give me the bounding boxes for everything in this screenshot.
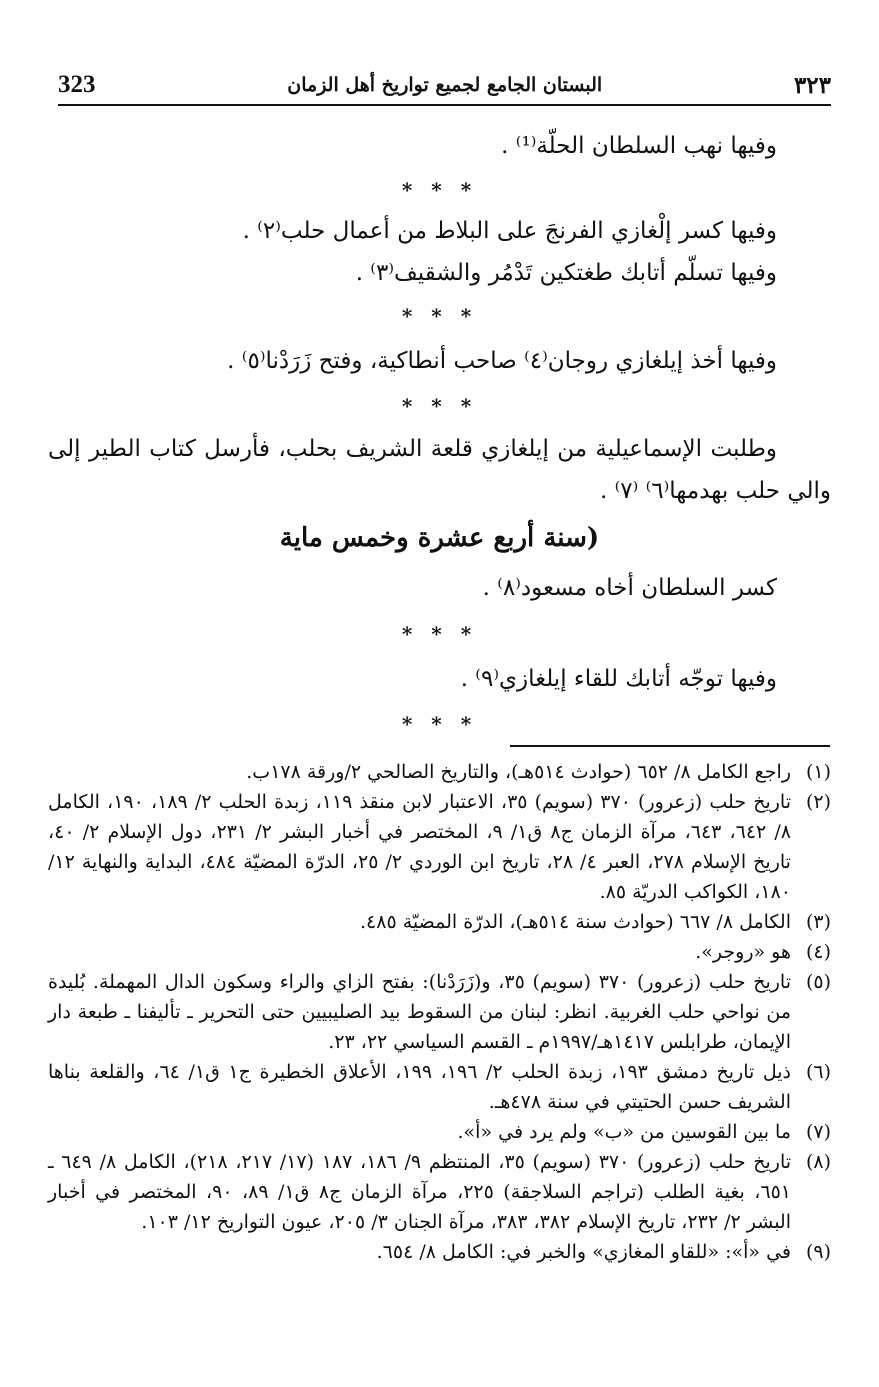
footnote-number: (٥) [805, 971, 831, 993]
footnote-number: (٩) [805, 1241, 831, 1263]
running-title: البستان الجامع لجميع تواريخ أهل الزمان [287, 74, 603, 96]
footnote-text: ما بين القوسين من «ب» ولم يرد في «أ». [457, 1121, 791, 1143]
page-number-arabic: ٣٢٣ [793, 71, 831, 99]
paragraph: وفيها توجّه أتابك للقاء إيلغازي⁽٩⁾ . [460, 666, 777, 692]
paragraph: كسر السلطان أخاه مسعود⁽٨⁾ . [482, 575, 777, 601]
year-heading: (سنة أربع عشرة وخمس ماية [279, 523, 600, 553]
paragraph: وفيها تسلّم أتابك طغتكين تَدْمُر والشقيف⁽٣⁾ . [355, 260, 777, 286]
section-separator: * * * [401, 622, 478, 646]
footnote [48, 1147, 831, 1237]
paragraph: وفيها كسر إلْغازي الفرنجَ على البلاط من أعمال حلب⁽٢⁾ . [242, 218, 777, 244]
footnote-text: ذيل تاريخ دمشق ١٩٣، زبدة الحلب ٢/ ١٩٦، ١٩٩، الأعلاق الخطيرة ج١ ق١/ ٦٤، والقلعة بناها الشريف حسن الحتيتي في سنة ٤٧٨هـ. [48, 1061, 792, 1113]
main-text [48, 122, 831, 746]
footnote-text: هو «روجر». [695, 941, 791, 963]
footnote-number: (٣) [805, 911, 831, 933]
footnote [48, 907, 831, 937]
footnote-text: تاريخ حلب (زعرور) ٣٧٠ (سويم) ٣٥، المنتظم ٩/ ١٨٦، ١٨٧ (١٧/ ٢١٧، ٢١٨)، الكامل ٨/ ٦٤٩ ـ ٦٥١، بغية الطلب (تراجم السلاجقة) ٢٢٥، مرآة الزمان ج٨ ق١/ ٨٩، ٩٠، المختصر في أخبار البشر ٢/ ٢٣٢، تاريخ الإسلام ٣٨٢، ٣٨٣، مرآة الجنان ٣/ ٢٠٥، عيون التواريخ ١٢/ ١٠٣. [48, 1151, 792, 1233]
footnote-number: (٦) [805, 1061, 831, 1083]
paragraph: وطلبت الإسماعيلية من إيلغازي قلعة الشريف بحلب، فأرسل كتاب الطير إلى والي حلب بهدمها⁽٦⁾ ⁽٧⁾ . [48, 436, 831, 504]
footnote-separator [510, 745, 830, 747]
page-number-latin: 323 [58, 71, 96, 98]
footnote-number: (٢) [805, 791, 831, 813]
section-separator: * * * [401, 712, 478, 736]
section-separator: * * * [401, 304, 478, 328]
page-header [58, 66, 831, 106]
footnote-text: راجع الكامل ٨/ ٦٥٢ (حوادث ٥١٤هـ)، والتاريخ الصالحي ٢/ورقة ١٧٨ب. [246, 761, 791, 783]
footnotes [48, 757, 831, 1267]
footnote-number: (٤) [805, 941, 831, 963]
footnote [48, 1237, 831, 1267]
footnote-text: الكامل ٨/ ٦٦٧ (حوادث سنة ٥١٤هـ)، الدرّة المضيّة ٤٨٥. [360, 911, 791, 933]
footnote-text: تاريخ حلب (زعرور) ٣٧٠ (سويم) ٣٥، و(زَرَدْنا): بفتح الزاي والراء وسكون الدال المهملة. بُليدة من نواحي حلب الغربية. انظر: لبنان من السقوط بيد الصليبيين حتى التحرير ـ تأليفنا ـ طبعة دار الإيمان، طرابلس ١٤١٧هـ/١٩٩٧م ـ القسم السياسي ٢٢، ٢٣. [48, 971, 792, 1053]
footnote [48, 787, 831, 907]
footnote [48, 757, 831, 787]
footnote-text: في «أ»: «للقاو المغازي» والخبر في: الكامل ٨/ ٦٥٤. [376, 1241, 791, 1263]
footnote [48, 967, 831, 1057]
footnote [48, 1117, 831, 1147]
paragraph: وفيها أخذ إيلغازي روجان⁽٤⁾ صاحب أنطاكية، وفتح زَرَدْنا⁽٥⁾ . [227, 348, 777, 374]
section-separator: * * * [401, 178, 478, 202]
footnote [48, 1057, 831, 1117]
footnote-number: (١) [805, 761, 831, 783]
footnote [48, 937, 831, 967]
footnote-number: (٨) [805, 1151, 831, 1173]
section-separator: * * * [401, 394, 478, 418]
footnote-number: (٧) [805, 1121, 831, 1143]
footnote-text: تاريخ حلب (زعرور) ٣٧٠ (سويم) ٣٥، الاعتبار لابن منقذ ١١٩، زبدة الحلب ٢/ ١٨٩، ١٩٠، الكامل ٨/ ٦٤٢، ٦٤٣، مرآة الزمان ج٨ ق١/ ٩، المختصر في أخبار البشر ٢/ ٢٣١، دول الإسلام ٢/ ٤٠، تاريخ الإسلام ٢٧٨، العبر ٤/ ٢٨، تاريخ ابن الوردي ٢/ ٢٥، الدرّة المضيّة ٤٨٤، البداية والنهاية ١٢/ ١٨٠، الكواكب الدريّة ٨٥. [48, 791, 792, 903]
paragraph: وفيها نهب السلطان الحلّة⁽¹⁾ . [501, 133, 777, 159]
